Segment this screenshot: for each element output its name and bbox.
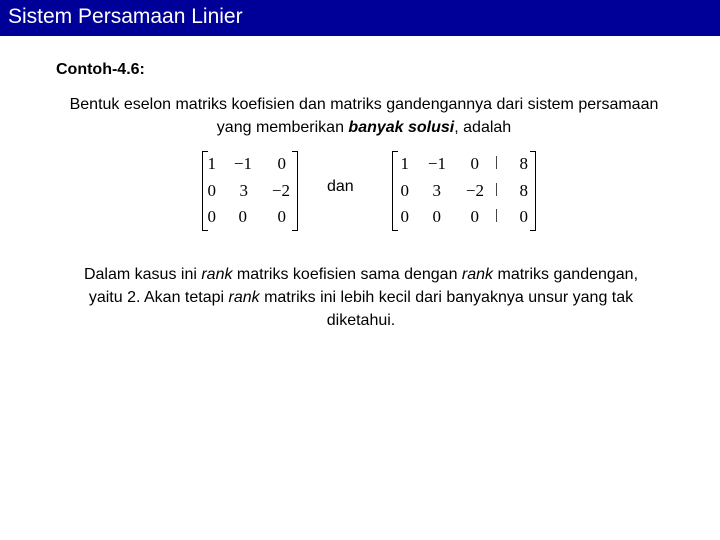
- explanation-paragraph: [80, 263, 642, 332]
- title-bar: [0, 0, 720, 36]
- term-rank: rank: [461, 266, 494, 283]
- matrix-cell: 1: [400, 154, 409, 173]
- term-rank: rank: [228, 289, 260, 306]
- matrix-cell: −2: [271, 181, 290, 200]
- matrix-cell: 1: [207, 154, 216, 173]
- example-label: Contoh-4.6:: [56, 61, 145, 78]
- matrix-cell: 0: [400, 207, 409, 226]
- connector-text: dan: [327, 178, 354, 195]
- matrix-cell: 8: [519, 181, 528, 200]
- matrix-cell: 0: [277, 207, 286, 226]
- intro-text-start: Bentuk eselon matriks koefisien dan matriks gandengannya dari sistem persamaan yang memberikan: [69, 96, 659, 136]
- left-bracket: [392, 151, 398, 231]
- augmented-matrix: [392, 151, 536, 231]
- augment-separator: |: [495, 154, 499, 170]
- matrix-cell: 3: [432, 181, 441, 200]
- matrix-cell: 0: [470, 207, 479, 226]
- intro-emphasis: banyak solusi: [348, 119, 455, 136]
- text-segment: matriks ini lebih kecil dari banyaknya unsur yang tak diketahui.: [259, 289, 634, 329]
- text-segment: matriks gandengan, yaitu 2. Akan tetapi: [88, 266, 639, 306]
- matrix-cell: −1: [233, 154, 252, 173]
- text-segment: matriks koefisien sama dengan: [232, 266, 462, 283]
- text-segment: Dalam kasus ini: [83, 266, 202, 283]
- matrix-cell: 0: [470, 154, 479, 173]
- right-bracket: [530, 151, 536, 231]
- matrix-cell: 0: [432, 207, 441, 226]
- matrix-cell: 8: [519, 154, 528, 173]
- matrix-cell: 0: [400, 181, 409, 200]
- augment-separator: |: [495, 181, 499, 197]
- matrix-cell: −2: [465, 181, 484, 200]
- coefficient-matrix: [202, 151, 298, 231]
- matrix-cell: 0: [207, 181, 216, 200]
- intro-text-end: , adalah: [454, 119, 512, 136]
- term-rank: rank: [201, 266, 233, 283]
- matrix-cell: 3: [239, 181, 248, 200]
- matrix-cell: 0: [519, 207, 528, 226]
- slide-title: Sistem Persamaan Linier: [8, 5, 243, 28]
- right-bracket: [292, 151, 298, 231]
- intro-text: [64, 93, 664, 139]
- matrix-cell: −1: [427, 154, 446, 173]
- augment-separator: |: [495, 207, 499, 223]
- matrix-cell: 0: [277, 154, 286, 173]
- matrix-cell: 0: [207, 207, 216, 226]
- matrix-cell: 0: [238, 207, 247, 226]
